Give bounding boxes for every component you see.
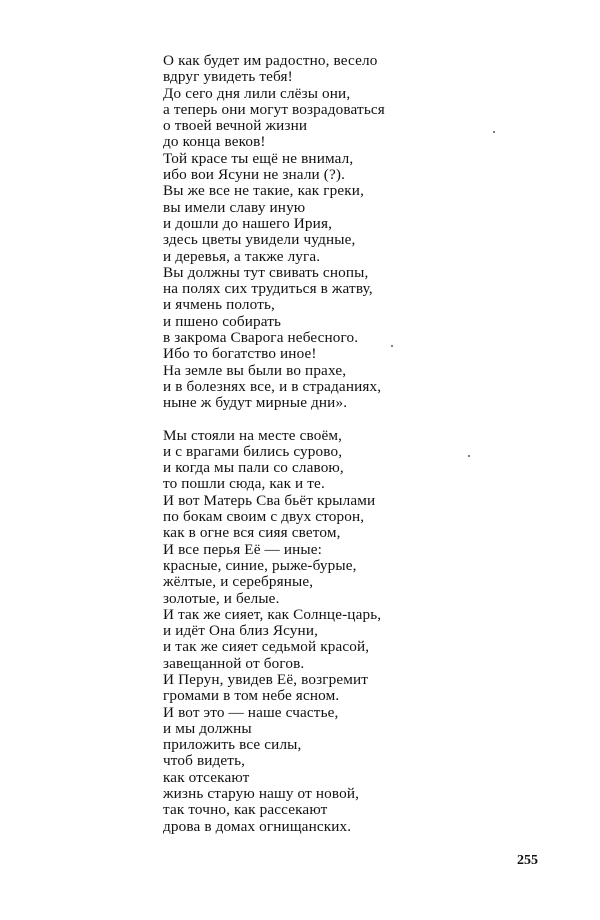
poem-line: завещанной от богов. <box>163 654 305 672</box>
page-number: 255 <box>517 853 538 868</box>
poem-line: и мы должны <box>163 719 252 737</box>
poem-line: И вот это — наше счастье, <box>163 703 339 721</box>
poem-line: и деревья, а также луга. <box>163 247 321 265</box>
poem-line: На земле вы были во прахе, <box>163 361 347 379</box>
poem-line: и так же сияет седьмой красой, <box>163 638 370 656</box>
poem-line: в закрома Сварога небесного. <box>163 329 359 347</box>
poem-line: то пошли сюда, как и те. <box>163 475 325 493</box>
poem-line: до конца веков! <box>163 133 266 151</box>
poem-line: на полях сих трудиться в жатву, <box>163 280 373 298</box>
poem-line: приложить все силы, <box>163 736 302 754</box>
poem-line: и дошли до нашего Ирия, <box>163 214 333 232</box>
poem-line: так точно, как рассекают <box>163 801 328 819</box>
poem-line: Ибо то богатство иное! <box>163 345 317 363</box>
poem-line: по бокам своим с двух сторон, <box>163 508 365 526</box>
poem-line: До сего дня лили слёзы они, <box>163 84 351 102</box>
stanza-1 <box>163 53 483 412</box>
poem-line: Вы же все не такие, как греки, <box>163 182 365 200</box>
poem-line: О как будет им радостно, весело <box>163 52 378 69</box>
poem-text <box>163 53 483 835</box>
poem-line: золотые, и белые. <box>163 589 280 607</box>
print-speck <box>493 131 495 133</box>
poem-line: жизнь старую нашу от новой, <box>163 785 360 803</box>
poem-line: ибо вои Ясуни не знали (?). <box>163 166 346 184</box>
poem-line: И так же сияет, как Солнце-царь, <box>163 605 382 623</box>
poem-line: Той красе ты ещё не внимал, <box>163 149 354 167</box>
print-speck <box>468 455 470 457</box>
poem-line: вы имели славу иную <box>163 198 306 216</box>
stanza-2 <box>163 428 483 835</box>
poem-line: Вы должны тут свивать снопы, <box>163 263 369 281</box>
poem-line: и ячмень полоть, <box>163 296 276 314</box>
poem-line: о твоей вечной жизни <box>163 117 308 135</box>
poem-line: и с врагами бились сурово, <box>163 442 343 460</box>
poem-line: вдруг увидеть тебя! <box>163 68 293 86</box>
poem-line: как в огне вся сияя светом, <box>163 524 341 542</box>
poem-line: чтоб видеть, <box>163 752 246 770</box>
poem-line: красные, синие, рыже-бурые, <box>163 556 357 574</box>
poem-line: Мы стояли на месте своём, <box>163 426 343 444</box>
poem-line: как отсекают <box>163 768 250 786</box>
poem-line: и пшено собирать <box>163 312 282 330</box>
poem-line: И Перун, увидев Её, возгремит <box>163 670 369 688</box>
poem-line: и в болезнях все, и в страданиях, <box>163 377 382 395</box>
poem-line: жёлтые, и серебряные, <box>163 573 314 591</box>
poem-line: И вот Матерь Сва бьёт крылами <box>163 491 376 509</box>
poem-line: ныне ж будут мирные дни». <box>163 394 348 412</box>
poem-line: и когда мы пали со славою, <box>163 459 344 477</box>
poem-line: И все перья Её — иные: <box>163 540 323 558</box>
poem-line: и идёт Она близ Ясуни, <box>163 622 319 640</box>
print-speck <box>391 345 393 347</box>
poem-line: дрова в домах огнищанских. <box>163 817 352 835</box>
poem-line: громами в том небе ясном. <box>163 687 340 705</box>
poem-line: здесь цветы увидели чудные, <box>163 231 356 249</box>
poem-line: а теперь они могут возрадоваться <box>163 100 385 118</box>
